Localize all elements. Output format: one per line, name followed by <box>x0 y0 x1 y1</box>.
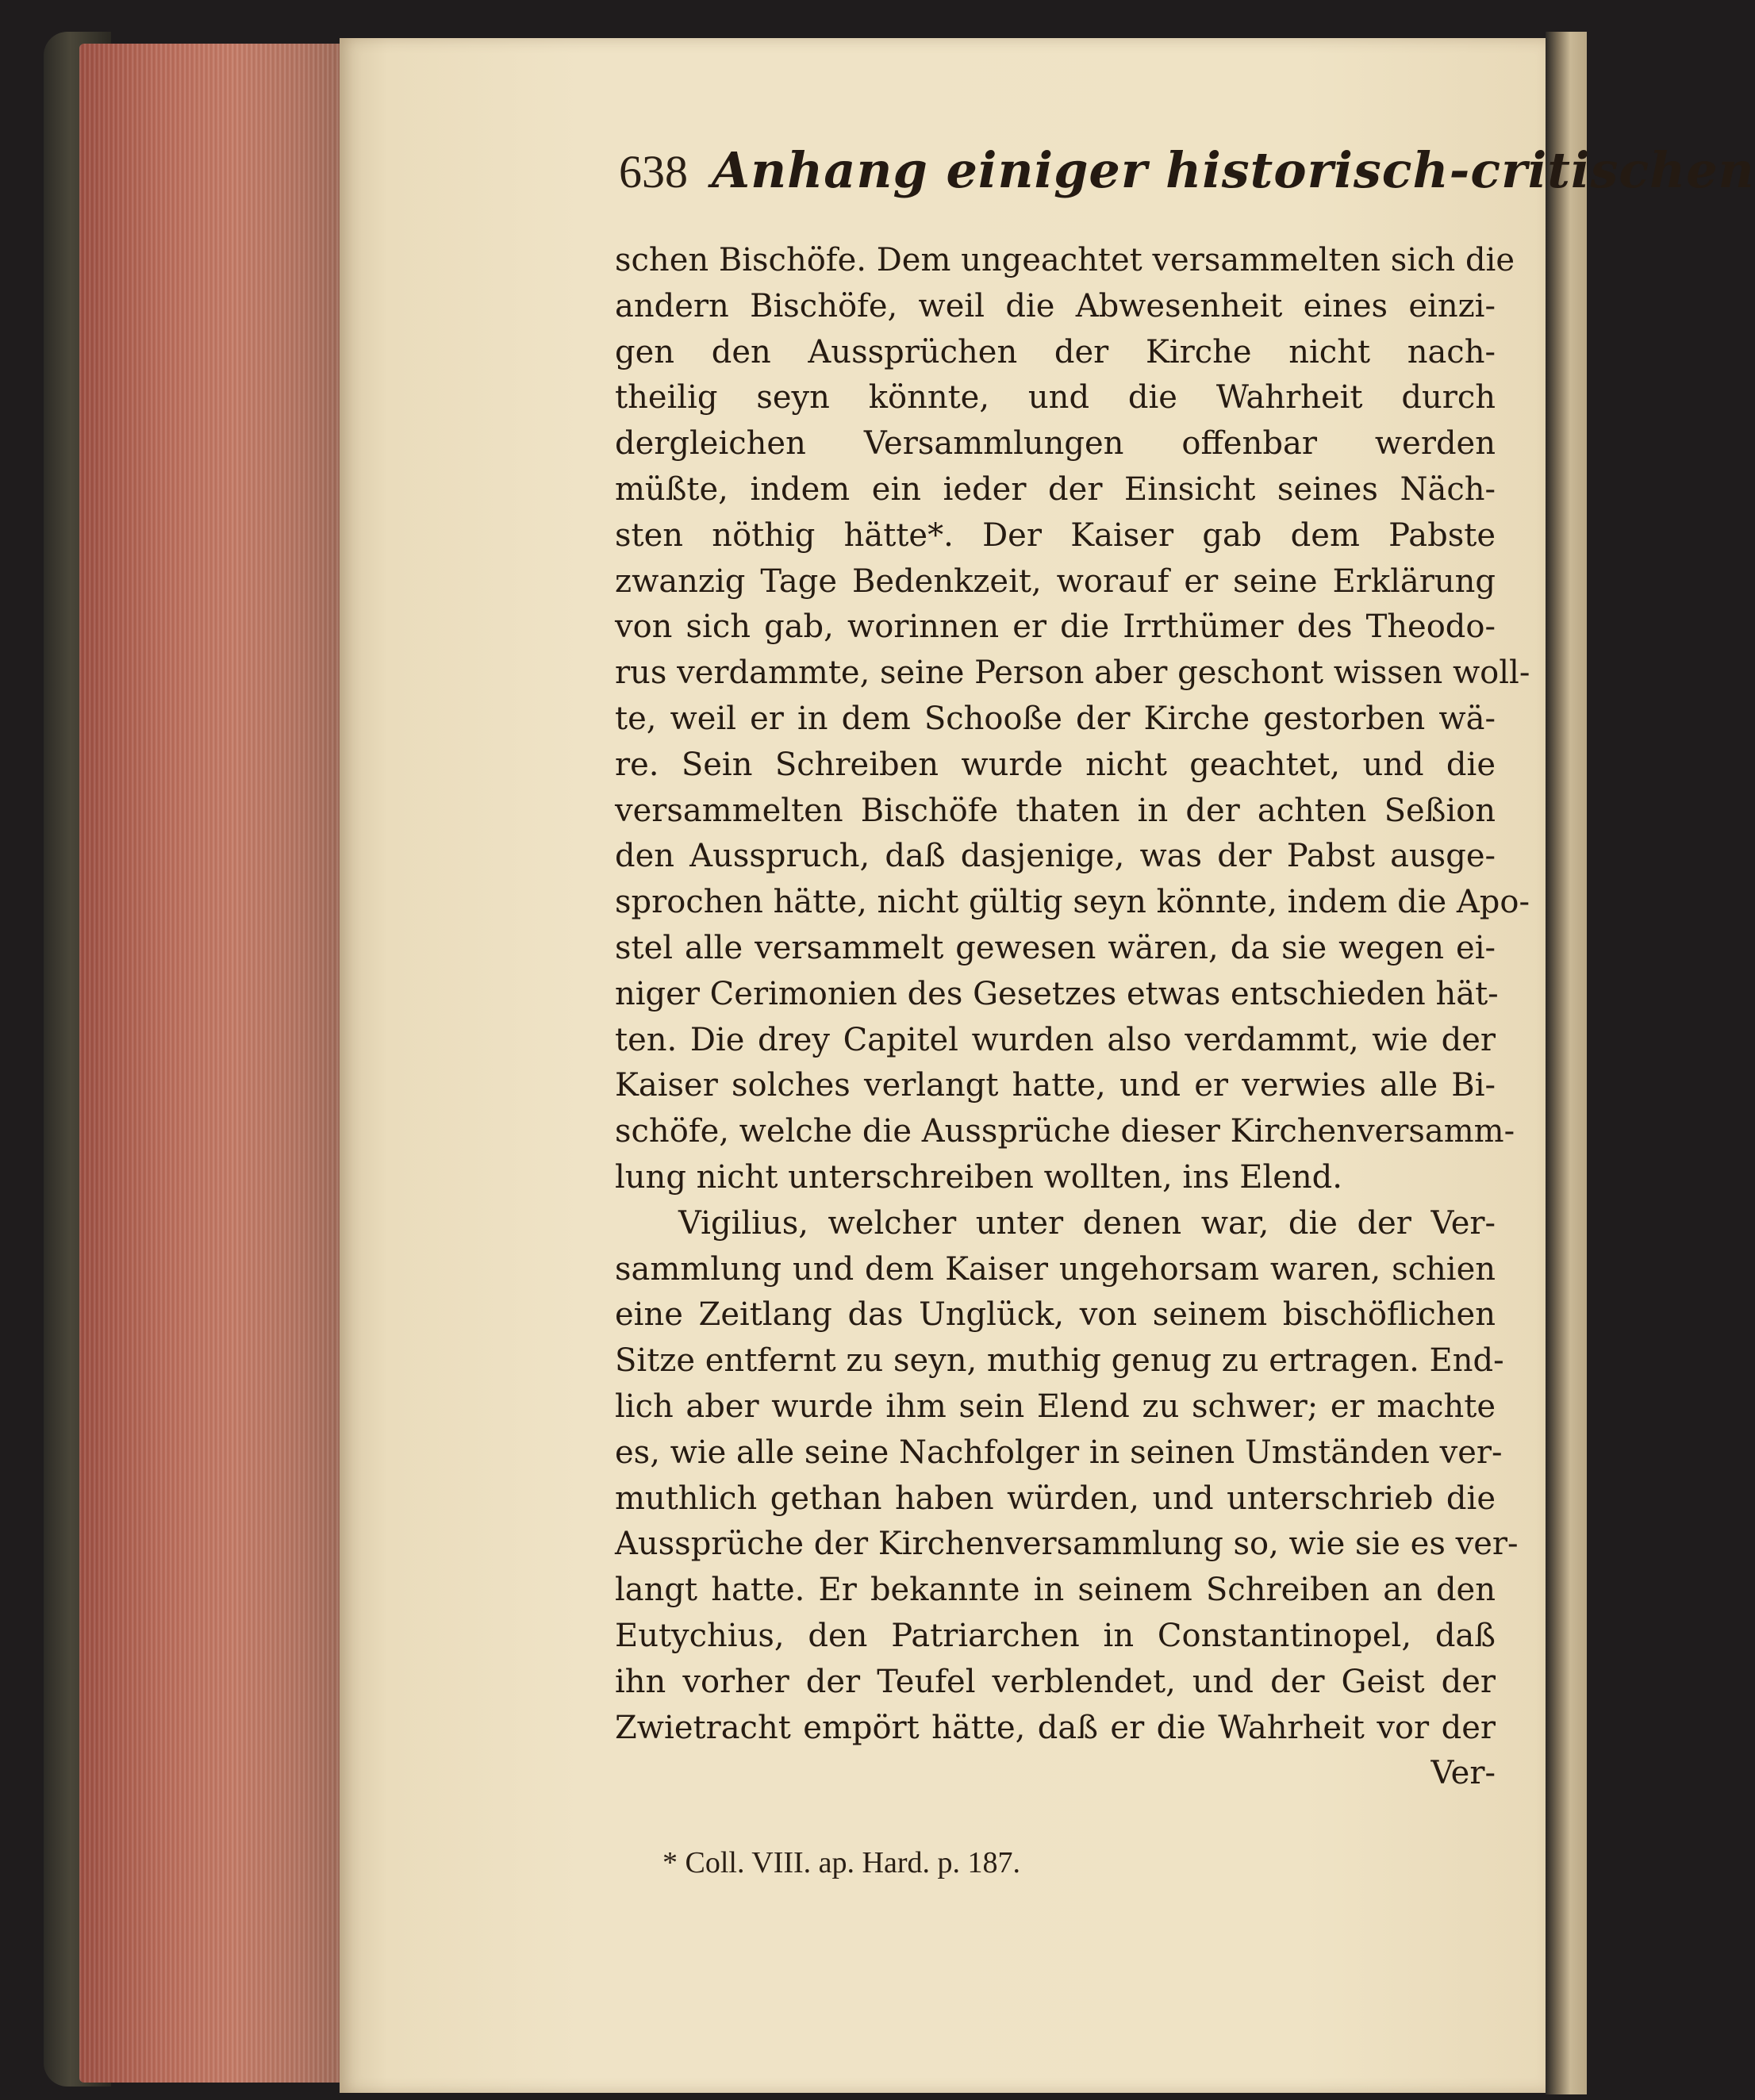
text-line: müßte, indem ein ieder der Einsicht seines Näch- <box>615 470 1496 508</box>
text-line: ten. Die drey Capitel wurden also verdammt, wie der <box>615 1021 1496 1058</box>
text-line: schöfe, welche die Aussprüche dieser Kirchenversamm- <box>615 1113 1515 1150</box>
text-line: muthlich gethan haben würden, und unterschrieb die <box>615 1480 1496 1517</box>
text-line: Vigilius, welcher unter denen war, die der Ver- <box>678 1204 1496 1242</box>
page-header <box>619 141 1755 228</box>
catchword: Ver- <box>1430 1755 1496 1792</box>
text-line: von sich gab, worinnen er die Irrthümer des Theodo- <box>615 609 1496 646</box>
text-line: Sitze entfernt zu seyn, muthig genug zu ertragen. End- <box>615 1342 1504 1380</box>
text-line: gen den Aussprüchen der Kirche nicht nach- <box>615 333 1496 370</box>
text-line: schen Bischöfe. Dem ungeachtet versammelten sich die <box>615 242 1515 278</box>
text-line: re. Sein Schreiben wurde nicht geachtet, und die <box>615 746 1496 783</box>
page-edges <box>79 44 341 2083</box>
text-line: Zwietracht empört hätte, daß er die Wahrheit vor der <box>615 1709 1496 1746</box>
text-line: te, weil er in dem Schooße der Kirche gestorben wä- <box>615 700 1496 737</box>
running-title: Anhang einiger historisch-critischen <box>712 141 1755 199</box>
text-line: Eutychius, den Patriarchen in Constantinopel, daß <box>615 1617 1496 1654</box>
text-line: Kaiser solches verlangt hatte, und er verwies alle Bi- <box>615 1067 1496 1104</box>
text-line: es, wie alle seine Nachfolger in seinen Umständen ver- <box>615 1434 1503 1471</box>
text-line: ihn vorher der Teufel verblendet, und der Geist der <box>615 1663 1496 1700</box>
text-line: eine Zeitlang das Unglück, von seinem bischöflichen <box>615 1296 1496 1334</box>
text-line: Aussprüche der Kirchenversammlung so, wie sie es ver- <box>615 1526 1519 1563</box>
text-line: niger Cerimonien des Gesetzes etwas entschieden hät- <box>615 975 1499 1012</box>
text-line: lung nicht unterschreiben wollten, ins Elend. <box>615 1158 1342 1196</box>
text-line: theilig seyn könnte, und die Wahrheit durch <box>615 379 1496 417</box>
text-line: sammlung und dem Kaiser ungehorsam waren, schien <box>615 1250 1496 1288</box>
text-line: andern Bischöfe, weil die Abwesenheit eines einzi- <box>615 287 1496 324</box>
page-body-text <box>615 238 1530 1797</box>
text-line: langt hatte. Er bekannte in seinem Schreiben an den <box>615 1572 1496 1609</box>
page-number: 638 <box>619 146 688 198</box>
text-line: zwanzig Tage Bedenkzeit, worauf er seine Erklärung <box>615 562 1496 600</box>
text-line: dergleichen Versammlungen offenbar werden <box>615 425 1496 463</box>
text-line: versammelten Bischöfe thaten in der achten Seßion <box>615 792 1496 829</box>
text-line: sten nöthig hätte*. Der Kaiser gab dem Pabste <box>615 516 1496 554</box>
text-line: den Ausspruch, daß dasjenige, was der Pabst ausge- <box>615 838 1496 875</box>
facing-page-edge <box>1546 32 1587 2094</box>
text-line: lich aber wurde ihm sein Elend zu schwer; er machte <box>615 1388 1496 1425</box>
text-line: sprochen hätte, nicht gültig seyn könnte, indem die Apo- <box>615 884 1530 921</box>
footnote: * Coll. VIII. ap. Hard. p. 187. <box>662 1846 1021 1879</box>
text-line: rus verdammte, seine Person aber geschont wissen woll- <box>615 655 1530 692</box>
text-line: stel alle versammelt gewesen wären, da sie wegen ei- <box>615 929 1496 966</box>
